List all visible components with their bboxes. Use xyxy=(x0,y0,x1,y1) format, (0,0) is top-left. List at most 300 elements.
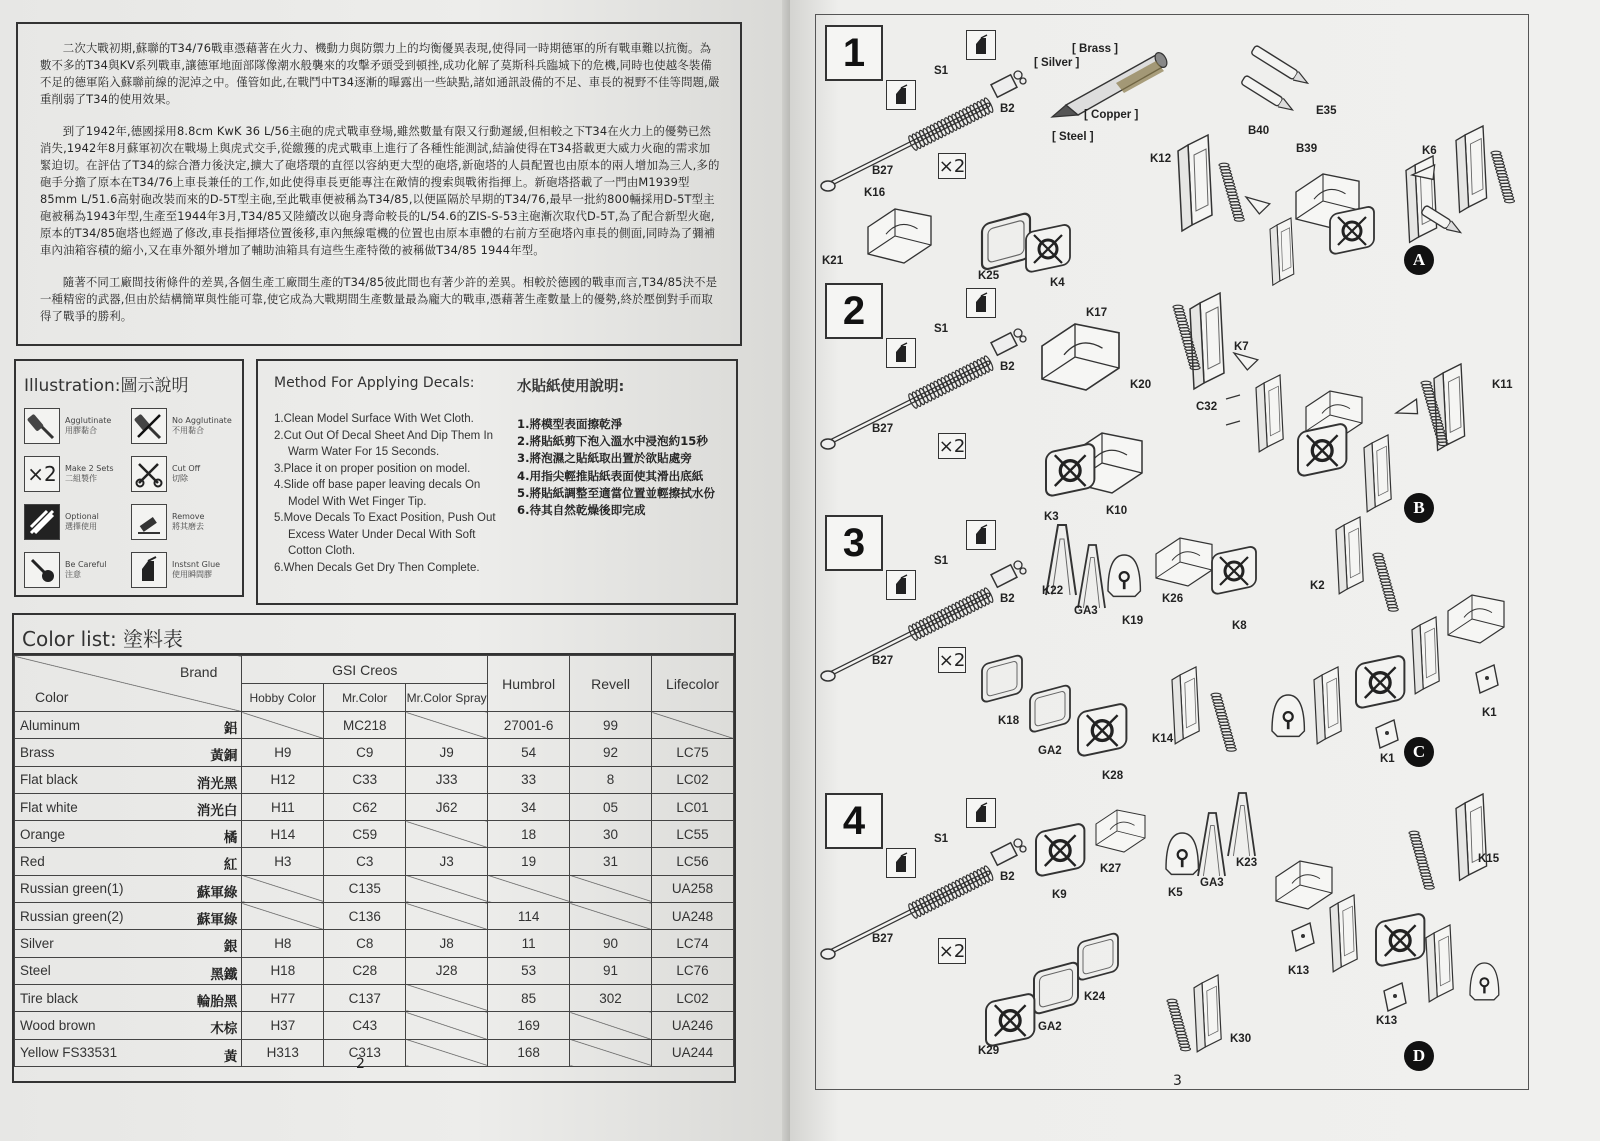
color-name-en: Aluminum xyxy=(20,717,81,733)
part-label: GA3 xyxy=(1074,605,1098,617)
plate-a-drawing xyxy=(1330,206,1374,255)
part-label: K16 xyxy=(864,187,886,199)
color-row xyxy=(15,875,734,902)
color-code-cell-lifecolor: LC55 xyxy=(652,821,734,848)
decal-step-zh: 3.將泡濕之貼紙取出置於欲貼處旁 xyxy=(517,451,692,466)
color-code-cell-hobby: H313 xyxy=(242,1039,324,1066)
color-row xyxy=(15,957,734,984)
color-code-cell-revell: 302 xyxy=(570,984,652,1011)
decal-title-en: Method For Applying Decals: xyxy=(274,375,475,391)
agglutinate-icon xyxy=(966,30,996,60)
color-name-cell xyxy=(15,1012,242,1039)
color-name-cell xyxy=(15,957,242,984)
color-code-cell-humbrol: 169 xyxy=(488,1012,570,1039)
spring-k2-drawing xyxy=(1373,553,1398,611)
color-code-cell-lifecolor: UA258 xyxy=(652,875,734,902)
make-two-sets-icon: ×2 xyxy=(938,938,966,964)
part-label: K4 xyxy=(1050,277,1065,289)
agglutinate-icon xyxy=(886,338,916,368)
spring-k15-drawing xyxy=(1409,831,1434,889)
ammo-label-silver: [ Silver ] xyxy=(1034,57,1080,69)
illustration-legend xyxy=(14,359,244,597)
color-row xyxy=(15,821,734,848)
decal-step-zh: 1.將模型表面擦乾淨 xyxy=(517,417,623,431)
color-code-cell-hobby: H9 xyxy=(242,739,324,766)
intro-paragraph: 二次大戰初期,蘇聯的T34/76戰車憑藉著在火力、機動力與防禦力上的均衡優異表現,使得同一時期德軍的所有戰車難以抗衡。為數不多的T34與KV系列戰車,讓德軍地面部隊像潮水般襲來的攻擊矛頭受到頓挫,成功化解了莫斯科兵臨城下的危機,同時也使越冬裝備不足的德軍陷入蘇聯前線的泥淖之中。僅管如此,在戰鬥中T34逐漸的曝露出一些缺點,諸如通訊設備的不足、車長的視野不佳等問題,嚴重削弱了T34的使用效果。 xyxy=(40,41,720,106)
assembly-drawings xyxy=(816,15,1530,1091)
plate-c2-drawing xyxy=(1356,655,1404,709)
part-label: C32 xyxy=(1196,401,1218,413)
mr-color-header: Mr.Color xyxy=(324,684,406,712)
part-label: K1 xyxy=(1482,707,1497,719)
plate-c-drawing xyxy=(1272,695,1304,736)
color-code-cell-hobby xyxy=(242,712,324,739)
color-code-cell-lifecolor: LC02 xyxy=(652,766,734,793)
color-row xyxy=(15,766,734,793)
gun-barrel-drawing xyxy=(821,839,1026,959)
part-label: S1 xyxy=(934,65,949,77)
part-label: K18 xyxy=(998,715,1020,727)
color-code-cell-humbrol: 114 xyxy=(488,903,570,930)
color-name-cell xyxy=(15,739,242,766)
bracket-k11-drawing xyxy=(1434,364,1465,450)
ammo-label-copper: [ Copper ] xyxy=(1084,109,1139,121)
agglutinate-icon xyxy=(966,520,996,550)
step-number-3: 3 xyxy=(825,515,883,571)
cut-off-icon xyxy=(131,456,167,492)
part-label: K23 xyxy=(1236,857,1258,869)
plate-k9-drawing xyxy=(1036,823,1084,877)
part-label: K10 xyxy=(1106,505,1128,517)
part-label: GA3 xyxy=(1200,877,1224,889)
color-name-en: Flat white xyxy=(20,799,78,815)
color-name-zh: 輪胎黑 xyxy=(196,993,238,1009)
color-code-cell-lifecolor: LC02 xyxy=(652,984,734,1011)
color-name-en: Red xyxy=(20,854,45,870)
part-label: K19 xyxy=(1122,615,1144,627)
color-name-zh: 黑鐵 xyxy=(210,966,238,982)
color-code-cell-spray xyxy=(406,1012,488,1039)
legend-label-en: Optional xyxy=(65,512,99,521)
shell-b39-drawing xyxy=(1241,75,1295,114)
ammo-label-steel: [ Steel ] xyxy=(1052,131,1094,143)
gun-barrel-drawing xyxy=(821,71,1026,191)
spring-k6-drawing xyxy=(1491,151,1515,203)
bracket-k2-drawing xyxy=(1336,517,1363,594)
decal-step-zh: 2.將貼紙剪下泡入溫水中浸泡約15秒 xyxy=(517,434,708,449)
part-label: B27 xyxy=(872,933,894,945)
color-code-cell-mrcolor: C59 xyxy=(324,821,406,848)
color-row xyxy=(15,903,734,930)
spring-k12-drawing xyxy=(1219,163,1244,221)
color-code-cell-revell: 92 xyxy=(570,739,652,766)
part-label: K2 xyxy=(1310,580,1325,592)
legend-label-zh: 二組製作 xyxy=(65,474,97,483)
agglutinate-icon xyxy=(886,570,916,600)
color-name-en: Tire black xyxy=(20,990,79,1006)
part-label: B27 xyxy=(872,165,894,177)
lifecolor-header: Lifecolor xyxy=(652,656,734,712)
bracket-k7-drawing xyxy=(1190,293,1224,389)
bracket-d-drawing xyxy=(1330,895,1357,972)
color-name-zh: 蘇軍綠 xyxy=(196,912,238,928)
color-name-zh: 橘 xyxy=(223,830,238,846)
agglutinate-icon xyxy=(966,798,996,828)
color-code-cell-mrcolor: C33 xyxy=(324,766,406,793)
color-name-cell xyxy=(15,793,242,820)
part-label: K7 xyxy=(1234,341,1249,353)
color-row xyxy=(15,1039,734,1066)
part-label: K28 xyxy=(1102,770,1124,782)
direction-arrow xyxy=(1242,192,1270,216)
humbrol-header: Humbrol xyxy=(488,656,570,712)
color-code-cell-spray xyxy=(406,875,488,902)
part-label: S1 xyxy=(934,555,949,567)
color-name-cell xyxy=(15,848,242,875)
color-code-cell-humbrol: 27001-6 xyxy=(488,712,570,739)
color-name-en: Steel xyxy=(20,963,51,979)
part-label: S1 xyxy=(934,323,949,335)
subassembly-marker-d: D xyxy=(1404,1041,1434,1071)
bracket-k6-drawing xyxy=(1456,126,1487,212)
gsi-creos-header: GSI Creos xyxy=(242,656,488,684)
color-code-cell-humbrol: 168 xyxy=(488,1039,570,1066)
agglutinate-icon xyxy=(886,848,916,878)
part-label: B2 xyxy=(1000,593,1015,605)
color-name-cell xyxy=(15,930,242,957)
color-name-zh: 木棕 xyxy=(210,1021,238,1037)
color-code-cell-hobby: H14 xyxy=(242,821,324,848)
spring-k14-drawing xyxy=(1211,693,1236,751)
part-label: B2 xyxy=(1000,871,1015,883)
color-code-cell-mrcolor: C9 xyxy=(324,739,406,766)
color-code-cell-revell: 8 xyxy=(570,766,652,793)
bracket-b2-drawing xyxy=(1364,435,1391,512)
revell-header: Revell xyxy=(570,656,652,712)
subassembly-marker-c: C xyxy=(1404,737,1434,767)
color-code-cell-humbrol: 53 xyxy=(488,957,570,984)
legend-label-en: No Agglutinate xyxy=(172,416,232,425)
decal-step-zh: 5.將貼紙調整至適當位置並輕擦拭水份 xyxy=(517,485,715,500)
color-name-en: Silver xyxy=(20,936,54,952)
color-code-cell-mrcolor: C3 xyxy=(324,848,406,875)
color-code-cell-mrcolor: C135 xyxy=(324,875,406,902)
bracket-b-drawing xyxy=(1256,375,1283,452)
color-header: Color xyxy=(35,689,69,705)
color-code-cell-revell: 91 xyxy=(570,957,652,984)
agglutinate-icon xyxy=(886,80,916,110)
plate-k3-drawing xyxy=(1046,443,1094,497)
color-code-cell-mrcolor: C313 xyxy=(324,1039,406,1066)
color-code-cell-spray: J33 xyxy=(406,766,488,793)
mr-color-spray-header: Mr.Color Spray xyxy=(406,684,488,712)
color-name-zh: 消光白 xyxy=(196,802,238,818)
mount-d-drawing xyxy=(1276,861,1332,909)
decal-step-en: 2.Cut Out Of Decal Sheet And Dip Them In Warm Water For 15 Seconds. xyxy=(274,429,494,458)
agglutinate-icon xyxy=(24,408,60,444)
color-code-cell-spray: J9 xyxy=(406,739,488,766)
decal-step-en: 5.Move Decals To Exact Position, Push Out Excess Water Under Decal With Soft Cotton Cloth. xyxy=(274,512,496,557)
frame-k24-drawing xyxy=(1078,932,1118,981)
color-code-cell-mrcolor: C62 xyxy=(324,793,406,820)
color-list-title: Color list: 塗料表 xyxy=(14,615,734,655)
plate-k19-drawing xyxy=(1108,555,1140,596)
make-two-sets-icon: ×2 xyxy=(24,456,60,492)
color-name-en: Russian green(2) xyxy=(20,908,124,924)
color-name-en: Brass xyxy=(20,744,55,760)
color-code-cell-revell: 30 xyxy=(570,821,652,848)
color-name-zh: 黃銅 xyxy=(210,748,238,764)
color-code-cell-spray: J3 xyxy=(406,848,488,875)
color-code-cell-spray xyxy=(406,984,488,1011)
color-name-cell xyxy=(15,712,242,739)
color-code-cell-lifecolor: LC01 xyxy=(652,793,734,820)
mount-k27-drawing xyxy=(1096,810,1145,852)
part-label: K24 xyxy=(1084,991,1106,1003)
agglutinate-icon xyxy=(966,288,996,318)
color-code-cell-lifecolor: UA248 xyxy=(652,903,734,930)
color-code-cell-hobby: H8 xyxy=(242,930,324,957)
bracket-k15-drawing xyxy=(1456,794,1487,880)
color-name-zh: 消光黑 xyxy=(196,775,238,791)
part-label: K27 xyxy=(1100,863,1122,875)
decal-title-zh: 水貼紙使用說明: xyxy=(517,379,625,395)
color-code-cell-lifecolor: UA246 xyxy=(652,1012,734,1039)
plate-k5-drawing xyxy=(1166,833,1198,874)
color-code-cell-lifecolor: LC76 xyxy=(652,957,734,984)
intro-paragraph: 隨著不同工廠間技術條件的差異,各個生產工廠間生產的T34/85彼此間也有著少許的差異。相較於德國的戰車而言,T34/85決不是一種精密的武器,但由於結構簡單與性能可靠,使它成為大戰期間生產數量最為龐大的戰車,憑藉著生產數量上的優勢,終於壓倒對手而取得了戰爭的勝利。 xyxy=(40,275,718,323)
color-name-cell xyxy=(15,766,242,793)
bracket-k12-drawing xyxy=(1178,135,1212,231)
legend-label-zh: 選擇使用 xyxy=(65,522,97,531)
legend-item-make-two-sets xyxy=(24,454,127,494)
legend-item-optional xyxy=(24,502,127,542)
color-code-cell-spray xyxy=(406,1039,488,1066)
plate-d2-drawing xyxy=(1470,963,1499,1000)
pin-drawing xyxy=(1226,395,1240,425)
color-name-en: Orange xyxy=(20,826,66,842)
part-label: K11 xyxy=(1492,379,1513,391)
page-number-right: 3 xyxy=(1173,1073,1182,1089)
hobby-color-header: Hobby Color xyxy=(242,684,324,712)
color-name-zh: 黃 xyxy=(223,1048,238,1064)
part-label: K9 xyxy=(1052,889,1067,901)
frame-k25-drawing xyxy=(982,212,1030,270)
legend-label-zh: 將其磨去 xyxy=(172,522,204,531)
make-two-sets-icon: ×2 xyxy=(938,433,966,459)
part-label: K29 xyxy=(978,1045,1000,1057)
bracket-d2-drawing xyxy=(1426,925,1453,1002)
color-code-cell-lifecolor xyxy=(652,712,734,739)
legend-label-en: Instsnt Glue xyxy=(172,560,221,569)
right-page xyxy=(790,0,1600,1141)
mount-k16-drawing xyxy=(868,209,931,263)
color-code-cell-mrcolor: C136 xyxy=(324,903,406,930)
bracket-k30-drawing xyxy=(1194,975,1221,1052)
part-label: K13 xyxy=(1288,965,1310,977)
color-code-cell-revell: 31 xyxy=(570,848,652,875)
color-code-cell-revell: 90 xyxy=(570,930,652,957)
illustration-title: Illustration:圖示說明 xyxy=(24,376,189,396)
bracket-a2-drawing xyxy=(1270,218,1294,285)
step-number-1: 1 xyxy=(825,25,883,81)
decal-step-en: 6.When Decals Get Dry Then Complete. xyxy=(274,561,480,574)
part-label: K25 xyxy=(978,270,1000,282)
color-code-cell-humbrol: 34 xyxy=(488,793,570,820)
part-label: K14 xyxy=(1152,733,1174,745)
color-name-zh: 銀 xyxy=(223,939,238,955)
be-careful-icon xyxy=(24,552,60,588)
part-label: K21 xyxy=(822,255,844,267)
color-row xyxy=(15,739,734,766)
color-name-cell xyxy=(15,1039,242,1066)
part-label: B27 xyxy=(872,655,894,667)
part-label: K15 xyxy=(1478,853,1500,865)
color-code-cell-spray: J8 xyxy=(406,930,488,957)
legend-item-no-agglutinate xyxy=(131,406,234,446)
shell-b40-drawing xyxy=(1251,45,1311,87)
frame-ga3-drawing xyxy=(1078,545,1105,608)
gun-barrel-drawing xyxy=(821,561,1026,681)
make-two-sets-icon: ×2 xyxy=(938,647,966,673)
part-label: K26 xyxy=(1162,593,1184,605)
legend-item-agglutinate xyxy=(24,406,127,446)
mount-k17-drawing xyxy=(1042,324,1119,390)
color-name-zh: 紅 xyxy=(223,857,238,873)
frame-ga2-drawing xyxy=(1030,684,1070,733)
color-name-en: Russian green(1) xyxy=(20,881,124,897)
bracket-c-drawing xyxy=(1314,667,1341,744)
brand-header: Brand xyxy=(180,664,218,680)
color-code-cell-humbrol: 54 xyxy=(488,739,570,766)
frame-ga2-drawing xyxy=(1034,961,1078,1015)
part-label: B2 xyxy=(1000,103,1015,115)
bracket-c2-drawing xyxy=(1412,617,1439,694)
color-code-cell-lifecolor: LC75 xyxy=(652,739,734,766)
legend-label-zh: 不用黏合 xyxy=(172,426,204,435)
part-label: K17 xyxy=(1086,307,1108,319)
part-label: K6 xyxy=(1422,145,1437,157)
legend-label-en: Make 2 Sets xyxy=(65,464,114,473)
color-name-cell xyxy=(15,903,242,930)
frame-k18-drawing xyxy=(982,654,1022,703)
part-label: K5 xyxy=(1168,887,1183,899)
color-code-cell-humbrol xyxy=(488,875,570,902)
color-code-cell-hobby: H77 xyxy=(242,984,324,1011)
gun-barrel-drawing xyxy=(821,329,1026,449)
color-list xyxy=(12,613,736,1083)
subassembly-marker-b: B xyxy=(1404,493,1434,523)
remove-icon xyxy=(131,504,167,540)
color-row xyxy=(15,712,734,739)
color-code-cell-lifecolor: UA244 xyxy=(652,1039,734,1066)
color-code-cell-revell xyxy=(570,903,652,930)
color-code-cell-mrcolor: C28 xyxy=(324,957,406,984)
color-row xyxy=(15,848,734,875)
decal-step-zh: 4.用指尖輕推貼紙表面使其滑出底紙 xyxy=(517,468,704,483)
part-label: K3 xyxy=(1044,511,1059,523)
part-label: B40 xyxy=(1248,125,1270,137)
color-code-cell-hobby: H3 xyxy=(242,848,324,875)
color-code-cell-humbrol: 18 xyxy=(488,821,570,848)
color-code-cell-lifecolor: LC74 xyxy=(652,930,734,957)
plate-k1-drawing xyxy=(1476,665,1498,693)
spring-k30-drawing xyxy=(1167,999,1191,1051)
mount-c-drawing xyxy=(1448,595,1504,643)
color-row xyxy=(15,984,734,1011)
legend-item-be-careful xyxy=(24,550,127,590)
history-intro xyxy=(16,22,742,346)
decal-step-en: 1.Clean Model Surface With Wet Cloth. xyxy=(274,413,474,425)
color-code-cell-spray xyxy=(406,903,488,930)
part-label: K13 xyxy=(1376,1015,1398,1027)
legend-item-cut-off xyxy=(131,454,234,494)
color-row xyxy=(15,930,734,957)
legend-label-zh: 用膠黏合 xyxy=(65,426,97,435)
part-label: S1 xyxy=(934,833,949,845)
make-two-sets-icon: ×2 xyxy=(938,153,966,179)
part-label: E35 xyxy=(1316,105,1337,117)
color-code-cell-hobby: H37 xyxy=(242,1012,324,1039)
color-name-en: Yellow FS33531 xyxy=(20,1045,118,1061)
color-code-cell-spray: J28 xyxy=(406,957,488,984)
part-label: B27 xyxy=(872,423,894,435)
brand-color-header xyxy=(15,656,242,712)
color-code-cell-hobby: H11 xyxy=(242,793,324,820)
color-code-cell-mrcolor: C43 xyxy=(324,1012,406,1039)
plate-k1b-drawing xyxy=(1376,720,1398,748)
color-code-cell-revell: 99 xyxy=(570,712,652,739)
color-code-cell-hobby xyxy=(242,875,324,902)
plate-k13-drawing xyxy=(1292,923,1314,951)
legend-label-en: Agglutinate xyxy=(65,416,112,425)
color-name-cell xyxy=(15,875,242,902)
frame-k23-drawing xyxy=(1228,793,1255,856)
color-code-cell-hobby: H12 xyxy=(242,766,324,793)
legend-label-en: Cut Off xyxy=(172,464,201,473)
bracket-k14-drawing xyxy=(1172,667,1199,744)
part-label: GA2 xyxy=(1038,1021,1062,1033)
part-label: B39 xyxy=(1296,143,1318,155)
page-number-left: 2 xyxy=(356,1056,365,1072)
color-name-cell xyxy=(15,821,242,848)
frame-ga3-drawing xyxy=(1198,813,1225,876)
decal-step-zh: 6.待其自然乾燥後即完成 xyxy=(517,503,646,518)
plate-k4-drawing xyxy=(1026,224,1070,273)
color-code-cell-revell xyxy=(570,1039,652,1066)
color-code-cell-hobby xyxy=(242,903,324,930)
plate-d-drawing xyxy=(1376,913,1424,967)
assembly-frame xyxy=(815,14,1529,1090)
part-label: GA2 xyxy=(1038,745,1062,757)
color-code-cell-mrcolor: MC218 xyxy=(324,712,406,739)
color-code-cell-spray xyxy=(406,712,488,739)
direction-arrow xyxy=(1394,399,1421,420)
part-label: K8 xyxy=(1232,620,1247,632)
color-name-cell xyxy=(15,984,242,1011)
color-code-cell-humbrol: 85 xyxy=(488,984,570,1011)
color-code-cell-hobby: H18 xyxy=(242,957,324,984)
color-name-en: Wood brown xyxy=(20,1017,96,1033)
color-code-cell-lifecolor: LC56 xyxy=(652,848,734,875)
color-code-cell-spray: J62 xyxy=(406,793,488,820)
plate-k13b-drawing xyxy=(1384,983,1406,1011)
color-code-cell-mrcolor: C137 xyxy=(324,984,406,1011)
decal-instructions xyxy=(256,359,738,605)
color-table xyxy=(14,655,734,1067)
color-code-cell-humbrol: 11 xyxy=(488,930,570,957)
color-name-en: Flat black xyxy=(20,772,78,788)
